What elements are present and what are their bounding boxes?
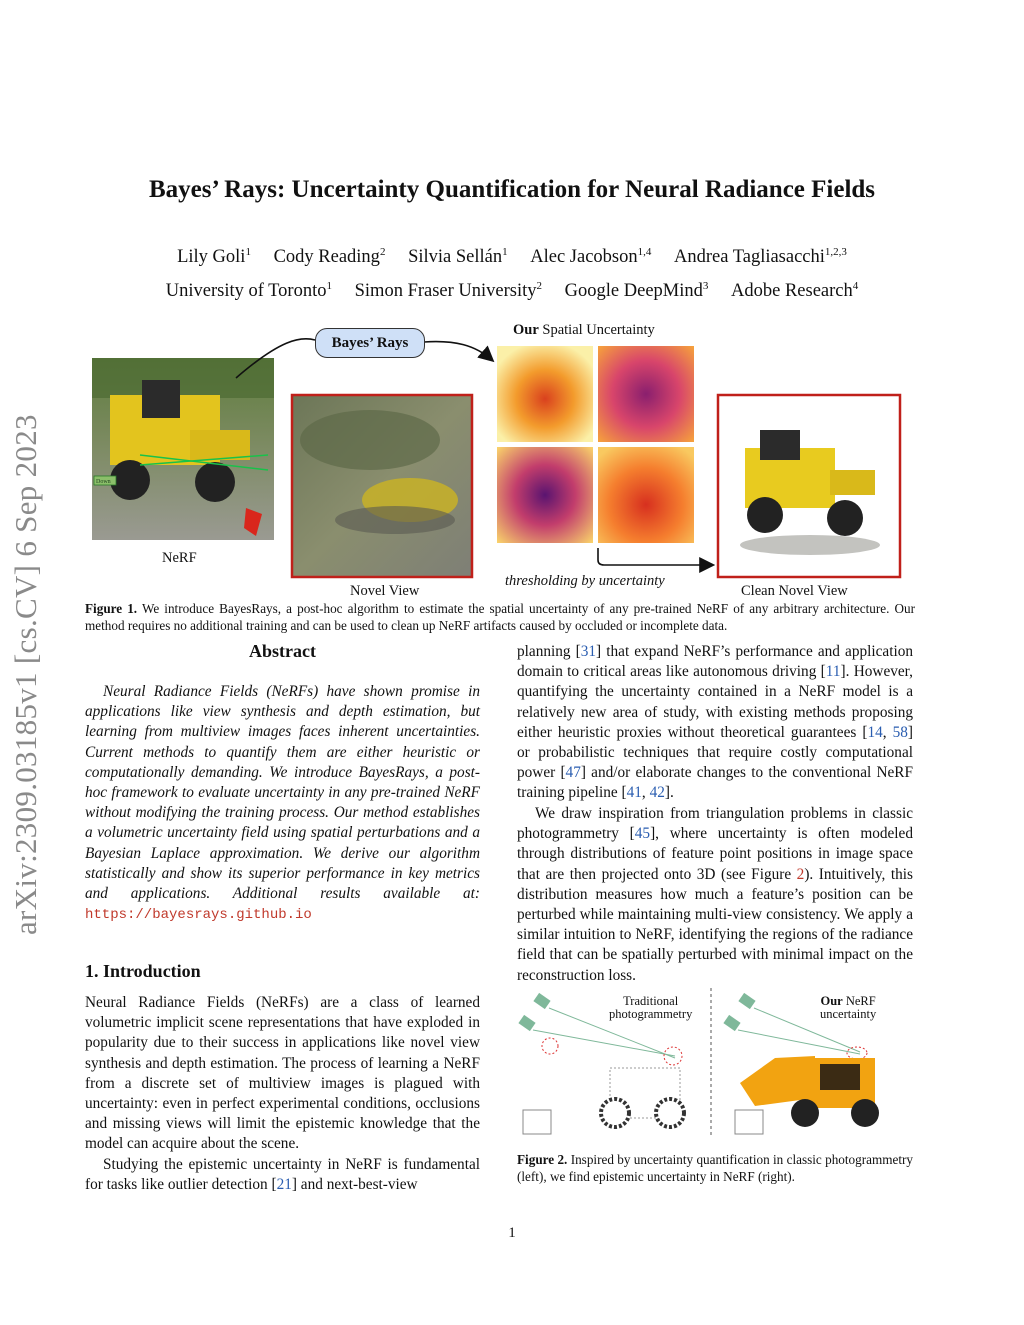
nerf-label: NeRF: [162, 550, 197, 566]
arxiv-stamp: arXiv:2309.03185v1 [cs.CV] 6 Sep 2023: [8, 414, 43, 935]
affiliation: Adobe Research$^4$: [731, 280, 859, 302]
affiliation: University of Toronto$^1$: [165, 280, 332, 302]
author: Silvia Sellán$^1$: [408, 246, 508, 268]
citation-link[interactable]: 21: [276, 1176, 292, 1194]
citation-link[interactable]: 58: [892, 723, 908, 741]
citation-link[interactable]: 41: [626, 784, 642, 802]
author: Cody Reading$^2$: [273, 246, 386, 268]
intro-paragraph-2: Studying the epistemic uncertainty in NeRF is fundamental for tasks like outlier detection [21] and next-best-view: [85, 1156, 480, 1194]
abstract-heading: Abstract: [249, 641, 316, 661]
novel-view-photo: [292, 395, 472, 577]
citation-link[interactable]: 47: [565, 764, 581, 782]
clean-novel-view-label: Clean Novel View: [741, 583, 848, 599]
citation-link[interactable]: 11: [825, 663, 841, 681]
affiliation: Simon Fraser University$^2$: [354, 280, 543, 302]
page-number: 1: [508, 1225, 516, 1241]
right-paragraph-2: We draw inspiration from triangulation problems in classic photogrammetry [45], where uncertainty is often modeled through distributions of feature point positions in image space that are then projected onto 3D (see Figure 2). Intuitively, this distribution measures how much a feature’s position can be perturbed while maintaining multi-view consistency. We apply a similar intuition to NeRF, identifying the regions of the radiance field that can be spatially perturbed with minimal impact on the reconstruction loss.: [517, 805, 913, 984]
paper-title: Bayes’ Rays: Uncertainty Quantification for Neural Radiance Fields: [148, 176, 876, 203]
threshold-label: thresholding by uncertainty: [505, 573, 665, 589]
author: Alec Jacobson$^{1,4}$: [530, 246, 652, 268]
abstract-body: Neural Radiance Fields (NeRFs) have shown promise in applications like view synthesis and depth estimation, but learning from multiview images faces inherent uncertainties. Current methods to quantify them are either heuristic or computationally demanding. We introduce BayesRays, a post-hoc framework to evaluate uncertainty in any pre-trained NeRF without modifying the training process. Our method establishes a volumetric uncertainty field using spatial perturbations and a Bayesian Laplace approximation. We derive our algorithm statistically and show its superior performance in key metrics and applications. Additional results available at: https://bayesrays.github.io: [85, 683, 480, 924]
arrow-to-heatmaps: [424, 342, 492, 360]
nerf-photo: [92, 358, 274, 540]
fig2-right-label: Our NeRF uncertainty: [820, 994, 877, 1021]
figure-2-caption: Figure 2. Inspired by uncertainty quantification in classic photogrammetry (left), we find epistemic uncertainty in NeRF (right).: [517, 1152, 914, 1184]
spatial-uncertainty-label: Our Spatial Uncertainty: [513, 322, 655, 338]
citation-link[interactable]: 42: [649, 784, 665, 802]
project-url-link[interactable]: https://bayesrays.github.io: [85, 907, 312, 924]
citation-link[interactable]: 45: [634, 825, 651, 843]
novel-view-label: Novel View: [350, 583, 420, 599]
author: Lily Goli$^1$: [177, 246, 251, 268]
right-paragraph-1: planning [31] that expand NeRF’s performance and application domain to critical areas like autonomous driving [11]. However, quantifying the uncertainty contained in a NeRF model is a relatively new area of study, with existing methods proposing either heuristic proxies without theoretical guarantees [14, 58] or probabilistic techniques that require costly computational power [47] and/or elaborate changes to the conventional NeRF training pipeline [41, 42].: [517, 643, 914, 802]
figure-1-graphics: [0, 0, 1024, 620]
bayes-rays-pill: Bayes’ Rays: [315, 328, 425, 358]
arrow-threshold: [598, 548, 712, 565]
fig2-left-label: Traditional photogrammetry: [609, 994, 693, 1021]
intro-paragraph-1: Neural Radiance Fields (NeRFs) are a class of learned volumetric implicit scene representations that have exploded in popularity due to their success in applications like novel view synthesis and depth estimation. The process of learning a NeRF from a discrete set of multiview images is plagued with uncertainty: even in perfect experimental conditions, occlusions and missing views will limit the epistemic knowledge that the model can acquire about the scene.: [85, 994, 480, 1153]
intro-heading: 1. Introduction: [85, 961, 201, 981]
uncertainty-heatmaps: [497, 346, 694, 543]
affiliation: Google DeepMind$^3$: [564, 280, 709, 302]
citation-link[interactable]: 14: [867, 723, 883, 741]
figure-1-caption: Figure 1. We introduce BayesRays, a post-hoc algorithm to estimate the spatial uncertainty of any pre-trained NeRF of any arbitrary architecture. Our method requires no additional training and can be used to clean up NeRF artifacts caused by occluded or incomplete data.: [85, 601, 916, 633]
inset-label: Down: [96, 479, 111, 485]
figure-ref-link[interactable]: 2: [796, 865, 805, 883]
author: Andrea Tagliasacchi$^{1,2,3}$: [673, 246, 847, 268]
clean-novel-view-photo: [718, 395, 900, 577]
citation-link[interactable]: 31: [580, 643, 597, 660]
